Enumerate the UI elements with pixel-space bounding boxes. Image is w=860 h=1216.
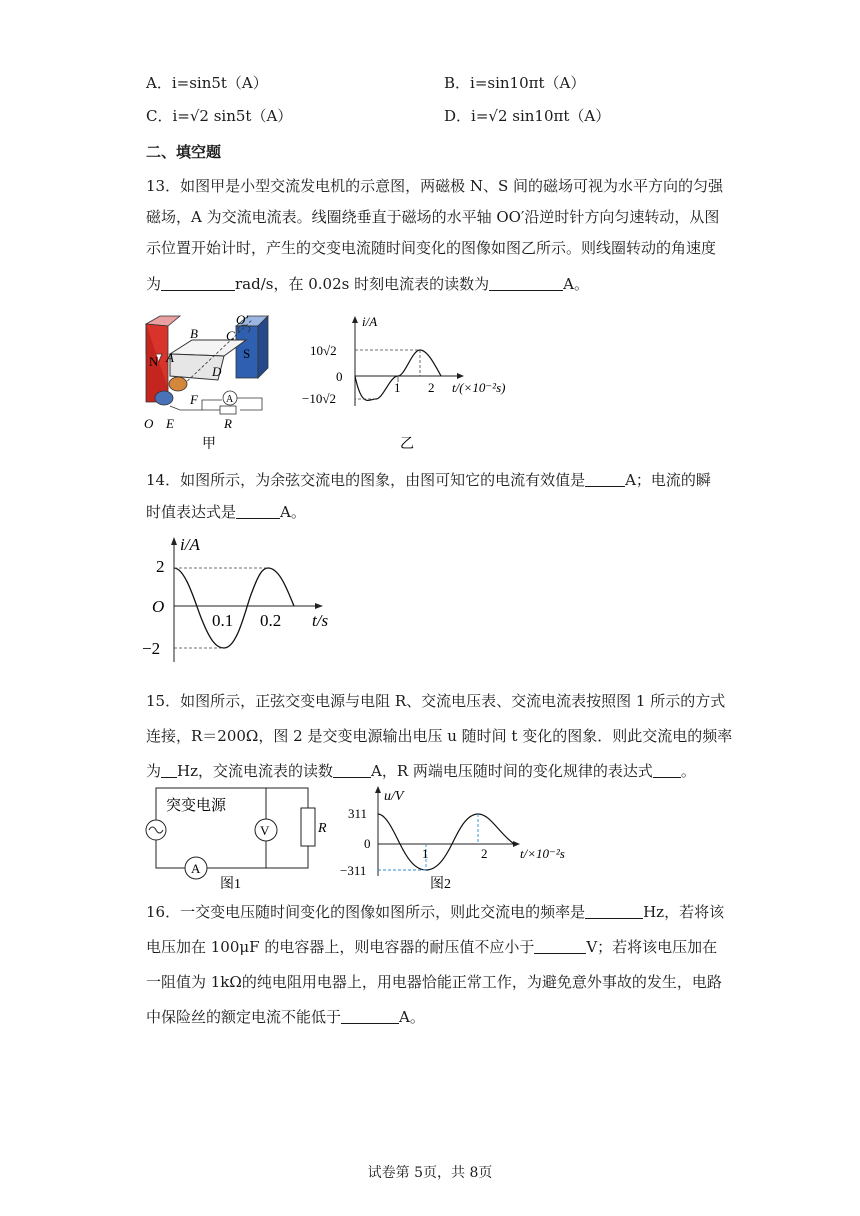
xtick-2-fig2: 2 [481,846,488,861]
q13-text-a: 为 [146,275,162,293]
q13-line-2: 磁场，A 为交流电流表。线圈绕垂直于磁场的水平轴 OO′沿逆时针方向匀速转动，从图 [146,208,720,226]
label-b: B [190,326,198,341]
source-label: 突变电源 [166,798,227,814]
ytick-max-fig2: 311 [348,806,368,821]
q15-text-d: 。 [680,762,696,780]
q16-line-3: 一阻值为 1kΩ的纯电阻用电器上，用电器恰能正常工作，为避免意外事故的发生，电路 [146,973,722,991]
origin-q13: 0 [336,369,343,384]
xlabel-q14: t/s [312,611,329,630]
ylabel-q13: i/A [362,314,378,329]
option-b: B．i=sin10πt（A） [444,74,586,92]
caption-fig2: 图2 [430,877,451,892]
ytick-min-q14: −2 [142,639,161,658]
ammeter-label-fig1: A [191,861,201,876]
section-heading: 二、填空题 [146,143,222,161]
q13-line-4 [146,274,589,294]
q14-text-d: A。 [280,503,306,521]
origin-fig2: 0 [364,836,371,851]
xlabel-q13: t/(×10⁻²s) [452,380,506,395]
q16-line-2 [146,937,717,957]
label-r: R [224,416,232,431]
answer-blank-q16-freq[interactable] [585,904,643,919]
xlabel-fig2: t/×10⁻²s [520,846,565,861]
answer-blank-q13-omega[interactable] [161,276,235,291]
ylabel-fig2: u/V [384,789,404,804]
q15-text-c: A，R 两端电压随时间的变化规律的表达式 [371,762,653,780]
cosine-current-graph-q14 [140,532,340,672]
xtick-2-q14: 0.2 [260,611,282,630]
label-coil-a: A [166,350,174,365]
option-c: C．i=√2 sin5t（A） [146,107,293,125]
q15-text-a: 为 [146,762,162,780]
generator-figure [140,310,290,452]
option-d: D．i=√2 sin10πt（A） [444,107,611,125]
xtick-1-q13: 1 [394,380,401,395]
q14-text-a: 14．如图所示，为余弦交流电的图象，由图可知它的电流有效值是 [146,471,586,489]
xtick-1-fig2: 1 [422,846,429,861]
q13-line-1: 13．如图甲是小型交流发电机的示意图，两磁极 N、S 间的磁场可视为水平方向的匀强 [146,177,724,195]
q15-line-2: 连接，R＝200Ω，图 2 是交变电源输出电压 u 随时间 t 变化的图象．则此交流电的频率 [146,727,733,745]
label-o-prime: O′ [236,312,249,327]
caption-yi: 乙 [400,437,414,452]
q14-text-c: 时值表达式是 [146,503,237,521]
caption-jia: 甲 [202,437,216,452]
label-c: C [226,328,235,343]
circuit-figure-1 [140,784,330,892]
q14-line-2 [146,502,306,522]
label-e: E [166,416,174,431]
q16-text-c: 电压加在 100μF 的电容器上，则电容器的耐压值不应小于 [146,938,535,956]
ytick-min-q13: −10√2 [302,391,336,406]
page-footer: 试卷第 5页，共 8页 [367,1165,493,1181]
q16-text-e: 中保险丝的额定电流不能低于 [146,1008,342,1026]
xtick-2-q13: 2 [428,380,435,395]
ytick-max-q14: 2 [156,557,165,576]
q16-text-f: A。 [399,1008,425,1026]
voltmeter-label: V [260,823,270,838]
voltage-graph-fig2 [338,784,578,892]
ytick-max-q13: 10√2 [310,343,337,358]
label-s: S [243,346,251,361]
q14-text-b: A；电流的瞬 [625,471,711,489]
ammeter-label: A [226,394,234,405]
q15-line-1: 15．如图所示，正弦交变电源与电阻 R、交流电压表、交流电流表按照图 1 所示的方式 [146,692,726,710]
answer-blank-q15-expr[interactable] [653,763,681,778]
q13-text-c: A。 [563,275,589,293]
q16-line-4 [146,1007,425,1027]
answer-blank-q15-freq[interactable] [161,763,177,778]
q13-line-3: 示位置开始计时，产生的交变电流随时间变化的图像如图乙所示。则线圈转动的角速度 [146,239,717,257]
q16-line-1 [146,902,724,922]
ylabel-q14: i/A [180,535,200,554]
label-d: D [212,364,222,379]
q16-text-d: V；若将该电压加在 [586,938,718,956]
answer-blank-q15-current[interactable] [333,763,371,778]
resistor-label-fig1: R [318,821,327,836]
origin-q14: O [152,597,165,616]
answer-blank-q16-current[interactable] [341,1009,399,1024]
caption-fig1: 图1 [220,877,241,892]
q15-line-3 [146,761,696,781]
q16-text-b: Hz，若将该 [643,903,725,921]
option-a: A．i=sin5t（A） [146,74,268,92]
ytick-min-fig2: −311 [340,863,367,878]
label-f: F [190,392,198,407]
xtick-1-q14: 0.1 [212,611,234,630]
current-graph-q13 [300,310,530,452]
answer-blank-q14-rms[interactable] [585,472,625,487]
q16-text-a: 16．一交变电压随时间变化的图像如图所示，则此交流电的频率是 [146,903,586,921]
q14-line-1 [146,470,711,490]
q13-text-b: rad/s，在 0.02s 时刻电流表的读数为 [235,275,490,293]
label-n: N [149,354,159,369]
answer-blank-q13-reading[interactable] [489,276,563,291]
answer-blank-q14-expr[interactable] [236,504,280,519]
q15-text-b: Hz，交流电流表的读数 [177,762,334,780]
answer-blank-q16-voltage[interactable] [534,939,586,954]
label-o: O [144,416,154,431]
